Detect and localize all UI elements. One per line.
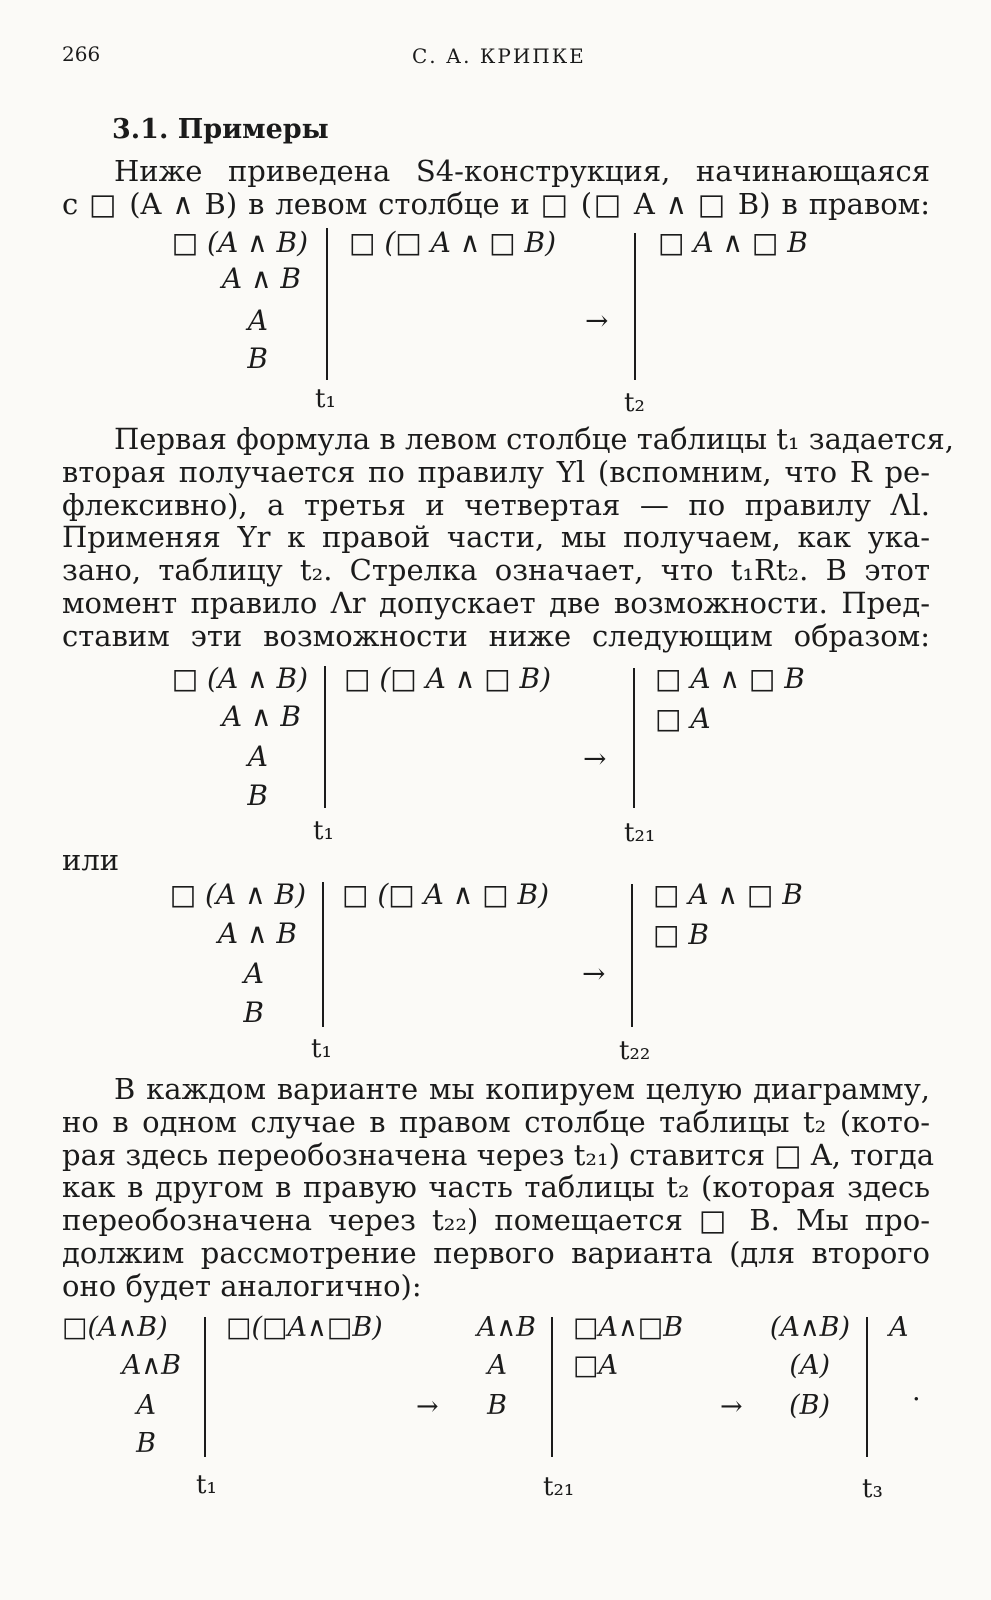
page-number: 266 xyxy=(62,42,101,66)
text-line: должим рассмотрение первого варианта (для второго xyxy=(62,1235,930,1270)
col4-formula: □A∧□B xyxy=(573,1312,684,1343)
col5-formula: (A) xyxy=(789,1350,830,1381)
text-line: переобозначена через t₂₂) помещается □ B. Мы про- xyxy=(62,1203,930,1238)
middle-formula: □ (□ A ∧ □ B) xyxy=(344,662,552,695)
intro-paragraph xyxy=(62,155,930,221)
or-word: или xyxy=(62,843,120,877)
text-line: Первая формула в левом столбце таблицы t₁ задается, xyxy=(114,422,954,456)
left-formula: A xyxy=(243,957,264,990)
left-formula: A xyxy=(247,304,268,337)
column-divider xyxy=(634,233,636,380)
table-label: t₂₁ xyxy=(543,1472,575,1502)
col1-formula: A∧B xyxy=(121,1350,181,1381)
text-line: оно будет аналогично): xyxy=(62,1268,422,1303)
text-line: вторая получается по правилу Yl (вспомним, что R ре- xyxy=(62,454,930,489)
left-formula: □ (A ∧ B) xyxy=(169,878,306,911)
intro-line: Ниже приведена S4-конструкция, начинающаяся xyxy=(114,154,930,188)
right-formula: □ A ∧ □ B xyxy=(653,878,803,911)
column-divider xyxy=(866,1317,868,1457)
table-label: t₂₁ xyxy=(624,818,656,848)
left-formula: B xyxy=(247,342,268,375)
text-line: ставим эти возможности ниже следующим образом: xyxy=(62,618,930,653)
running-title: С. А. КРИПКЕ xyxy=(412,44,586,68)
right-formula: □ A xyxy=(655,702,711,735)
table-label: t₁ xyxy=(196,1470,217,1500)
left-formula: B xyxy=(243,996,264,1029)
middle-formula: □ (□ A ∧ □ B) xyxy=(342,878,550,911)
column-divider xyxy=(324,666,326,808)
table-label: t₁ xyxy=(313,816,334,846)
left-formula: B xyxy=(247,779,268,812)
text-line: но в одном случае в правом столбце таблицы t₂ (кото- xyxy=(62,1104,930,1139)
column-divider xyxy=(322,882,324,1027)
column-divider xyxy=(326,228,328,380)
table-label: t₃ xyxy=(862,1474,883,1504)
text-line: флексивно), а третья и четвертая — по правилу Λl. xyxy=(62,487,930,522)
col3-formula: B xyxy=(487,1390,507,1421)
right-formula: □ A ∧ □ B xyxy=(655,662,805,695)
column-divider xyxy=(551,1317,553,1457)
col3-formula: A xyxy=(487,1350,507,1381)
paragraph-1 xyxy=(62,422,954,653)
table-label: t₂₂ xyxy=(619,1036,651,1066)
text-line: зано, таблицу t₂. Стрелка означает, что t₁Rt₂. В этот xyxy=(62,553,930,588)
left-formula: □ (A ∧ B) xyxy=(171,662,308,695)
col5-formula: (B) xyxy=(789,1390,830,1421)
column-divider xyxy=(631,884,633,1027)
column-divider xyxy=(204,1317,206,1457)
arrow-icon: → xyxy=(720,1391,743,1422)
middle-formula: □ (□ A ∧ □ B) xyxy=(349,226,557,259)
col3-formula: A∧B xyxy=(476,1312,536,1343)
left-formula: A ∧ B xyxy=(217,917,297,950)
left-formula: □ (A ∧ B) xyxy=(171,226,308,259)
arrow-icon: → xyxy=(583,742,607,775)
arrow-icon: → xyxy=(582,957,606,990)
left-formula: A ∧ B xyxy=(221,262,301,295)
col1-formula: A xyxy=(136,1390,156,1421)
arrow-icon: → xyxy=(416,1391,439,1422)
col1-formula: □(A∧B) xyxy=(62,1312,168,1343)
column-divider xyxy=(633,668,635,808)
arrow-icon: → xyxy=(585,304,609,337)
text-line: момент правило Λr допускает две возможности. Пред- xyxy=(62,585,930,620)
text-line: В каждом варианте мы копируем целую диаграмму, xyxy=(114,1072,930,1106)
paragraph-2 xyxy=(62,1072,935,1303)
left-formula: A ∧ B xyxy=(221,700,301,733)
section-title: 3.1. Примеры xyxy=(112,114,329,145)
left-formula: A xyxy=(247,740,268,773)
intro-line: с □ (A ∧ B) в левом столбце и □ (□ A ∧ □ B) в правом: xyxy=(62,186,930,221)
trailing-dot: . xyxy=(912,1376,921,1407)
text-line: как в другом в правую часть таблицы t₂ (которая здесь xyxy=(62,1170,930,1205)
table-label: t₁ xyxy=(315,384,336,414)
text-line: рая здесь переобозначена через t₂₁) ставится □ A, тогда xyxy=(62,1137,935,1172)
right-formula: □ A ∧ □ B xyxy=(658,226,808,259)
table-label: t₂ xyxy=(624,388,645,418)
col1-formula: B xyxy=(136,1428,156,1459)
col4-formula: □A xyxy=(573,1350,619,1381)
col2-formula: □(□A∧□B) xyxy=(226,1312,383,1343)
right-formula: □ B xyxy=(653,918,709,951)
text-line: Применяя Yr к правой части, мы получаем, как ука- xyxy=(62,520,930,555)
col6-formula: A xyxy=(889,1312,909,1343)
col5-formula: (A∧B) xyxy=(769,1312,850,1343)
table-label: t₁ xyxy=(311,1034,332,1064)
